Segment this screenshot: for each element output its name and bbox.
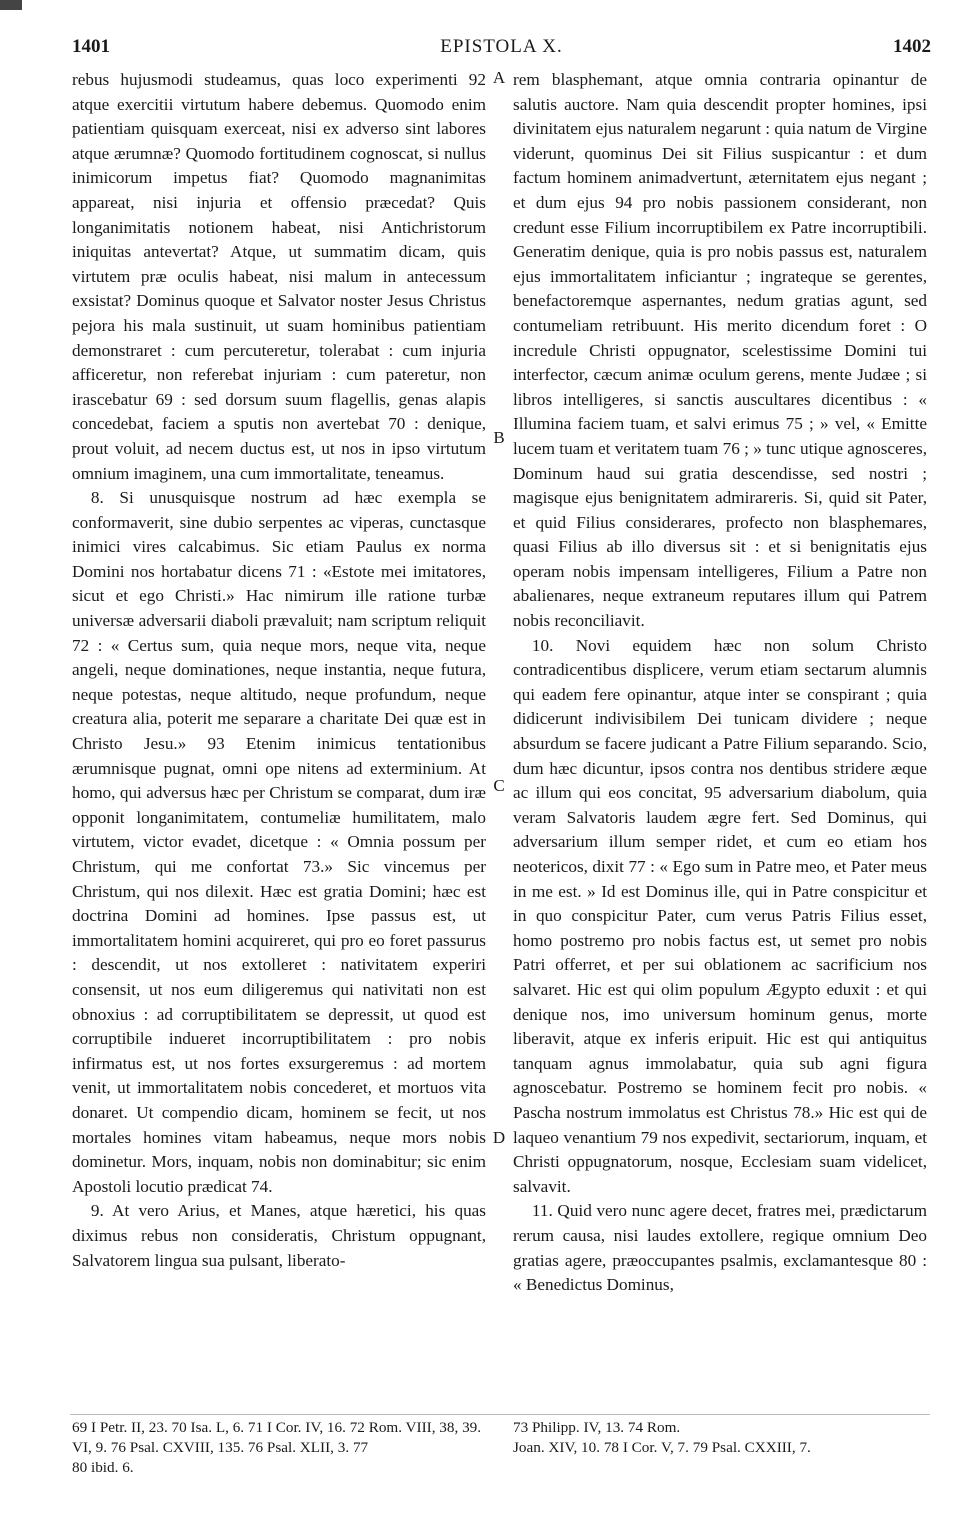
footnote-line: Joan. XIV, 10. 78 I Cor. V, 7. 79 Psal. CXXIII, 7. [513, 1439, 811, 1456]
gutter-mark-b: B [493, 428, 505, 447]
paragraph-9: 9. At vero Arius, et Manes, atque hæretici, his quas diximus rebus non consideratis, Christum oppugnant, Salvatorem lingua sua pulsant, liberato- [72, 1201, 486, 1270]
gutter-mark-c: C [493, 776, 505, 795]
page-number-right: 1402 [893, 36, 931, 57]
running-title: EPISTOLA X. [440, 36, 563, 57]
paragraph-continuation-right: rem blasphemant, atque omnia contraria opinantur de salutis auctore. Nam quia descendit propter homines, ipsi divinitatem ejus naturalem negarunt : quia natum de Virgine viderunt, quominus Dei sit Filius suspicantur : et dum factum hominem animadvertunt, æternitatem ejus negant ; et dum ejus 94 pro nobis passionem considerant, non credunt esse Filium incorruptibilem ex Patre incorruptibili. Generatim denique, quia is pro nobis passus est, naturalem ejus immortalitatem inficiantur ; ingrateque se gerentes, benefactoremque aspernantes, nedum gratias agunt, sed contumeliam retribuunt. His merito dicendum foret : O incredule Christi oppugnator, scelestissime Domini tui interfector, cæcum animæ oculum gerens, mente Judæe ; si libros intelligeres, si sanctis auscultares dicentibus : « Illumina faciem tuam, et salvi erimus 75 ; » vel, « Emitte lucem tuam et veritatem tuam 76 ; » tunc utique agnosceres, Dominum haud sui gratia descendisse, sed nostri ; magisque ejus benignitatem admirareris. Si, quid sit Pater, et quid Filius considerares, profecto non blasphemares, quasi Filius ab illo diversus sit : et si benignitatis ejus operam nobis impensam intelligeres, Filium a Patre non abalienares, neque extraneum reputares illum qui Patrem nobis reconciliavit. [513, 70, 927, 631]
footnotes-right [513, 1418, 933, 1458]
paragraph-8: 8. Si unusquisque nostrum ad hæc exempla se conformaverit, sine dubio serpentes ac viperas, cunctasque inimici vires calcabimus. Sic etiam Paulus ex norma Domini nos hortabatur dicens 71 : «Estote mei imitatores, sicut et ego Christi.» Hac nimirum ille ratione turbæ universæ adversarii diaboli prævaluit; nam scriptum reliquit 72 : « Certus sum, quia neque mors, neque vita, neque angeli, neque dominationes, neque instantia, neque futura, neque potestas, neque altitudo, neque profundum, neque creatura alia, poterit me separare a charitate Dei quæ est in Christo Jesu.» 93 Etenim inimicus tentationibus ærumnisque pugnat, omni ope nitens ad exterminium. At homo, qui adversus hæc per Christum se comparat, dum iræ opponit longanimitatem, contumeliæ humilitatem, malo virtutem, victor evadet, dicetque : « Omnia possum per Christum, qui me confortat 73.» Sic vincemus per Christum, qui nos dilexit. Hæc est gratia Domini; hæc est doctrina Domini ad homines. Ipse passus est, ut immortalitatem homini acquireret, qui pro eo foret passurus : descendit, ut nos extolleret : nativitatem experiri consensit, ut nos eum diligeremus qui nativitati non est obnoxius : ad corruptibilitatem se depressit, ut quod est corruptibile indueret incorruptibilitatem : pro nobis infirmatus est, ut nos fortes exsurgeremus : ad mortem venit, ut immortalitatem nobis concederet, et mortuos vita donaret. Ut compendio dicam, hominem se fecit, ut nos mortales homines vitam habeamus, neque mors nobis dominetur. Mors, inquam, nobis non dominabitur; sic enim Apostoli locutio prædicat 74. [72, 488, 486, 1196]
gutter-mark-d: D [492, 1128, 506, 1147]
gutter-mark-a: A [492, 68, 506, 87]
left-column [72, 68, 486, 1273]
footnote-line: VI, 9. 76 Psal. CXVIII, 135. 76 Psal. XLII, 3. 77 [72, 1439, 369, 1456]
scan-corner-mark [0, 0, 22, 10]
page-header [72, 36, 931, 62]
footnotes-left [72, 1418, 502, 1478]
paragraph-10: 10. Novi equidem hæc non solum Christo contradicentibus displicere, verum etiam sectarum alumnis qui eadem fere opinantur, atque inter se conspirant ; quia didicerunt indivisibilem Dei tunicam dividere ; neque absurdum se facere judicant a Patre Filium separando. Scio, dum hæc dicuntur, ipsos contra nos dentibus stridere æque ac illum qui eos concitat, 95 adversarium diabolum, quia veram Salvatoris laudem ægre fert. Sed Dominus, qui adversarium illum semper ridet, et cum eo etiam hos neotericos, dixit 77 : « Ego sum in Patre meo, et Pater meus in me est. » Id est Dominus ille, qui in Patre conspicitur et in quo conspicitur Pater, cum verus Patris Filius esset, homo postremo pro nobis factus est, ut semet pro nobis Patri offerret, et per sui oblationem ac sacrificium nos salvaret. Hic est qui olim populum Ægypto eduxit : et qui denique nos, imo universum hominum genus, morte liberavit, atque ex inferis eripuit. Hic est qui antiquitus tanquam agnus immolabatur, quia sub agni figura agnoscebatur. Postremo se hominem fecit pro nobis. « Pascha nostrum immolatus est Christus 78.» Hic est qui de laqueo venantium 79 nos expedivit, sectariorum, inquam, et Christi oppugnatorum, nosque, Ecclesiam suam videlicet, salvavit. [513, 635, 927, 1196]
page-number-left: 1401 [72, 36, 110, 57]
right-column [513, 68, 927, 1298]
footnote-line: 73 Philipp. IV, 13. 74 Rom. [513, 1419, 681, 1436]
paragraph-continuation: rebus hujusmodi studeamus, quas loco experimenti 92 atque exercitii virtutum habere debemus. Quomodo enim patientiam quisquam exerceat, nisi ex adverso sint labores atque ærumnæ? Quomodo fortitudinem cognoscat, si nullus inimicorum impetus fiat? Quomodo magnanimitas appareat, nisi injuria et offensio præcedat? Quis longanimitatis notionem habeat, nisi Antichristorum iniquitas antevertat? Atque, ut summatim dicam, quis virtutem præ oculis habeat, nisi malum in antecessum exsistat? Dominus quoque et Salvator noster Jesus Christus pejora his mala sustinuit, ut suam hominibus patientiam demonstraret : cum percuteretur, tolerabat : cum injuria afficeretur, non referebat injuriam : cum pateretur, non irascebatur 69 : sed dorsum suum flagellis, genas alapis concedebat, faciem a sputis non avertebat 70 : denique, prout voluit, ad necem ductus est, ut nos in ipso virtutum omnium imaginem, una cum immortalitate, teneamus. [72, 70, 486, 483]
paragraph-11: 11. Quid vero nunc agere decet, fratres mei, prædictarum rerum causa, nisi laudes extollere, regique omnium Deo gratias agere, præoccupantes psalmis, exclamantesque 80 : « Benedictus Dominus, [513, 1201, 927, 1295]
footnote-line: 80 ibid. 6. [72, 1459, 134, 1476]
footnote-line: 69 I Petr. II, 23. 70 Isa. L, 6. 71 I Cor. IV, 16. 72 Rom. VIII, 38, 39. [72, 1419, 482, 1436]
footnote-divider [70, 1414, 930, 1415]
